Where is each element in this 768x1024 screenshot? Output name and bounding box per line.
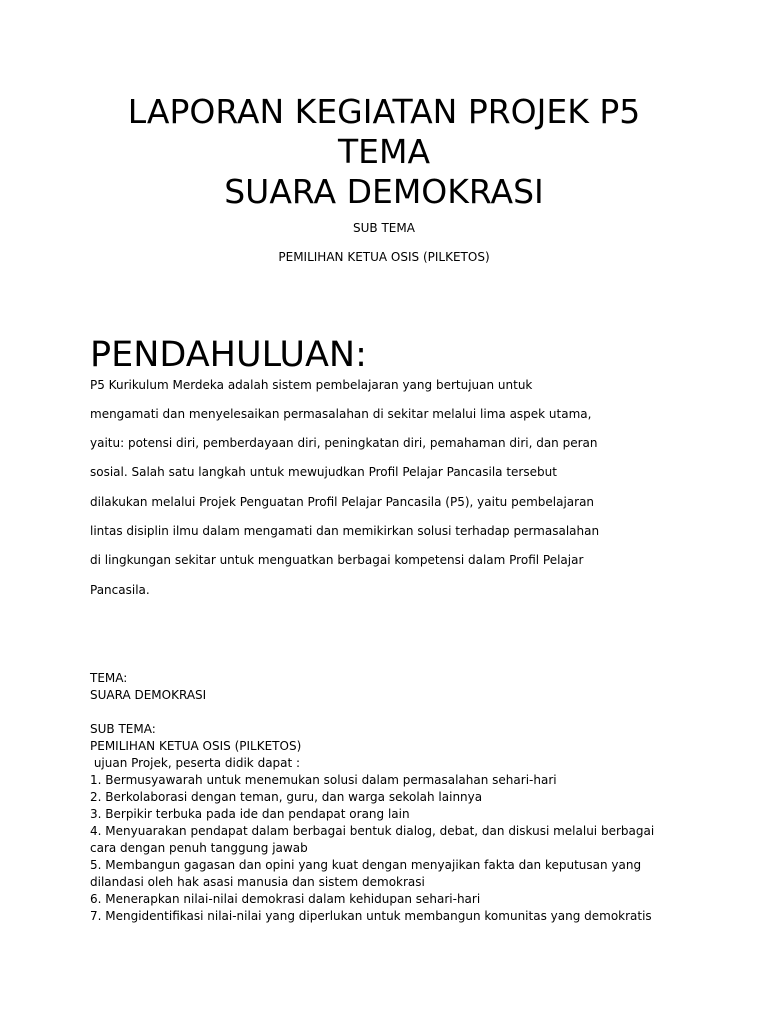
intro-line: lintas disiplin ilmu dalam mengamati dan memikirkan solusi terhadap permasalahan bbox=[90, 524, 600, 538]
goal-item: 2. Berkolaborasi dengan teman, guru, dan warga sekolah lainnya bbox=[90, 790, 483, 804]
spacer bbox=[90, 704, 690, 721]
title-line-2: TEMA bbox=[337, 132, 431, 171]
title-line-1: LAPORAN KEGIATAN PROJEK P5 bbox=[127, 92, 641, 131]
sub-tema-value-2: PEMILIHAN KETUA OSIS (PILKETOS) bbox=[90, 739, 302, 753]
goal-item: 4. Menyuarakan pendapat dalam berbagai bentuk dialog, debat, dan diskusi melalui berbagai cara dengan penuh tanggung jawab bbox=[90, 824, 655, 855]
intro-line: dilakukan melalui Projek Penguatan Profil Pelajar Pancasila (P5), yaitu pembelajaran bbox=[90, 495, 595, 509]
report-title bbox=[0, 92, 768, 212]
tema-label: TEMA: bbox=[90, 671, 128, 685]
goal-item: 3. Berpikir terbuka pada ide dan pendapat orang lain bbox=[90, 807, 410, 821]
sub-tema-value: PEMILIHAN KETUA OSIS (PILKETOS) bbox=[278, 250, 490, 264]
intro-line: sosial. Salah satu langkah untuk mewujudkan Profil Pelajar Pancasila tersebut bbox=[90, 465, 557, 479]
intro-line: Pancasila. bbox=[90, 583, 150, 597]
intro-line: mengamati dan menyelesaikan permasalahan di sekitar melalui lima aspek utama, bbox=[90, 407, 592, 421]
intro-line: P5 Kurikulum Merdeka adalah sistem pembelajaran yang bertujuan untuk bbox=[90, 378, 533, 392]
intro-line: yaitu: potensi diri, pemberdayaan diri, peningkatan diri, pemahaman diri, dan peran bbox=[90, 436, 598, 450]
sub-tema-label: SUB TEMA bbox=[353, 221, 415, 235]
goal-item: 1. Bermusyawarah untuk menemukan solusi dalam permasalahan sehari-hari bbox=[90, 773, 557, 787]
goal-item: 6. Menerapkan nilai-nilai demokrasi dalam kehidupan sehari-hari bbox=[90, 892, 481, 906]
tema-value: SUARA DEMOKRASI bbox=[90, 688, 207, 702]
goals-intro: ujuan Projek, peserta didik dapat : bbox=[90, 756, 301, 770]
intro-line: di lingkungan sekitar untuk menguatkan berbagai kompetensi dalam Profil Pelajar bbox=[90, 553, 584, 567]
project-details bbox=[90, 670, 690, 925]
sub-tema-label-2: SUB TEMA: bbox=[90, 722, 156, 736]
goal-item: 7. Mengidentifikasi nilai-nilai yang diperlukan untuk membangun komunitas yang demokratis bbox=[90, 909, 652, 923]
intro-heading: PENDAHULUAN: bbox=[90, 335, 367, 375]
title-line-3: SUARA DEMOKRASI bbox=[224, 172, 544, 211]
goal-item: 5. Membangun gagasan dan opini yang kuat dengan menyajikan fakta dan keputusan yang dilandasi oleh hak asasi manusia dan sistem demokrasi bbox=[90, 858, 642, 889]
